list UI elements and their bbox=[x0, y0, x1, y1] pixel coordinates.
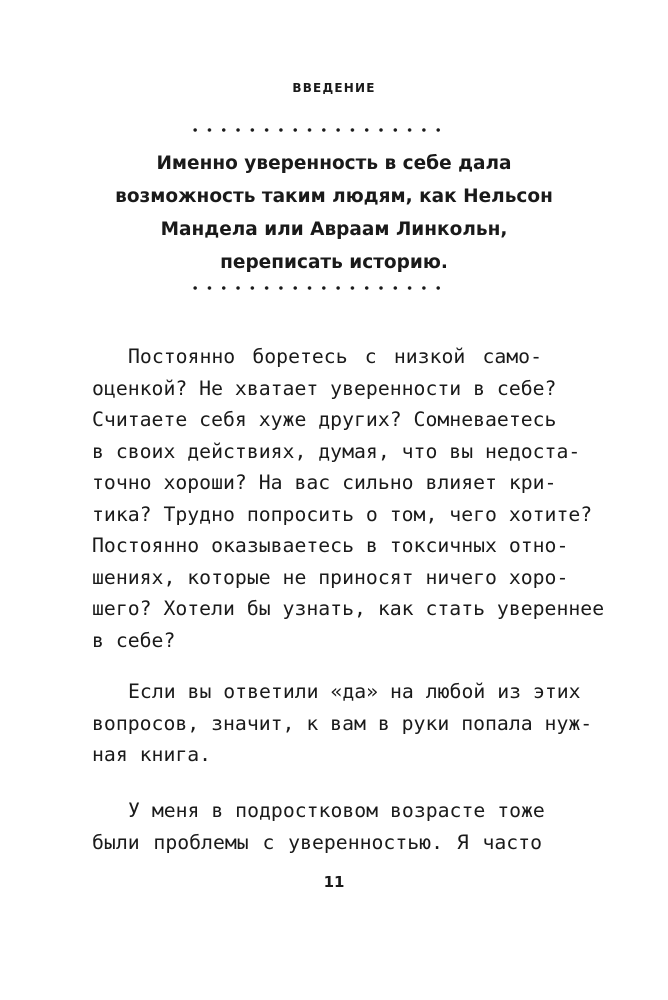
text-line: Если вы ответили «да» на любой из этих bbox=[128, 680, 581, 703]
pull-quote bbox=[100, 147, 568, 279]
pull-quote-line: переписать историю. bbox=[220, 252, 448, 273]
text-line: в своих действиях, думая, что вы недоста- bbox=[92, 439, 581, 463]
text-line: ная книга. bbox=[92, 743, 212, 766]
decorative-dots-top bbox=[188, 128, 446, 132]
paragraph-2 bbox=[92, 676, 593, 771]
chapter-heading: ВВЕДЕНИЕ bbox=[292, 81, 376, 95]
text-line: были проблемы с уверенностью. Я часто bbox=[92, 830, 542, 854]
page-number: 11 bbox=[323, 873, 345, 891]
text-line: Постоянно боретесь с низкой само- bbox=[128, 345, 542, 368]
text-line: У меня в подростковом возрасте тоже bbox=[128, 799, 545, 822]
text-line: точно хороши? На вас сильно влияет кри- bbox=[92, 471, 557, 494]
pull-quote-line: возможность таким людям, как Нельсон bbox=[115, 186, 553, 207]
text-line: Считаете себя хуже других? Сомневаетесь bbox=[92, 408, 557, 431]
text-line: шениях, которые не приносят ничего хоро- bbox=[92, 565, 569, 589]
text-line: оценкой? Не хватает уверенности в себе? bbox=[92, 376, 557, 400]
text-line: шего? Хотели бы узнать, как стать увереннее bbox=[92, 597, 605, 620]
pull-quote-line: Мандела или Авраам Линкольн, bbox=[160, 219, 508, 240]
text-line: тика? Трудно попросить о том, чего хотите? bbox=[92, 502, 593, 526]
pull-quote-line: Именно уверенность в себе дала bbox=[156, 153, 512, 174]
paragraph-1 bbox=[92, 341, 605, 656]
text-line: в себе? bbox=[92, 628, 176, 652]
decorative-dots-bottom bbox=[188, 286, 446, 290]
text-line: Постоянно оказываетесь в токсичных отно- bbox=[92, 534, 569, 557]
text-line: вопросов, значит, к вам в руки попала нуж- bbox=[92, 711, 593, 735]
paragraph-3 bbox=[92, 795, 545, 858]
